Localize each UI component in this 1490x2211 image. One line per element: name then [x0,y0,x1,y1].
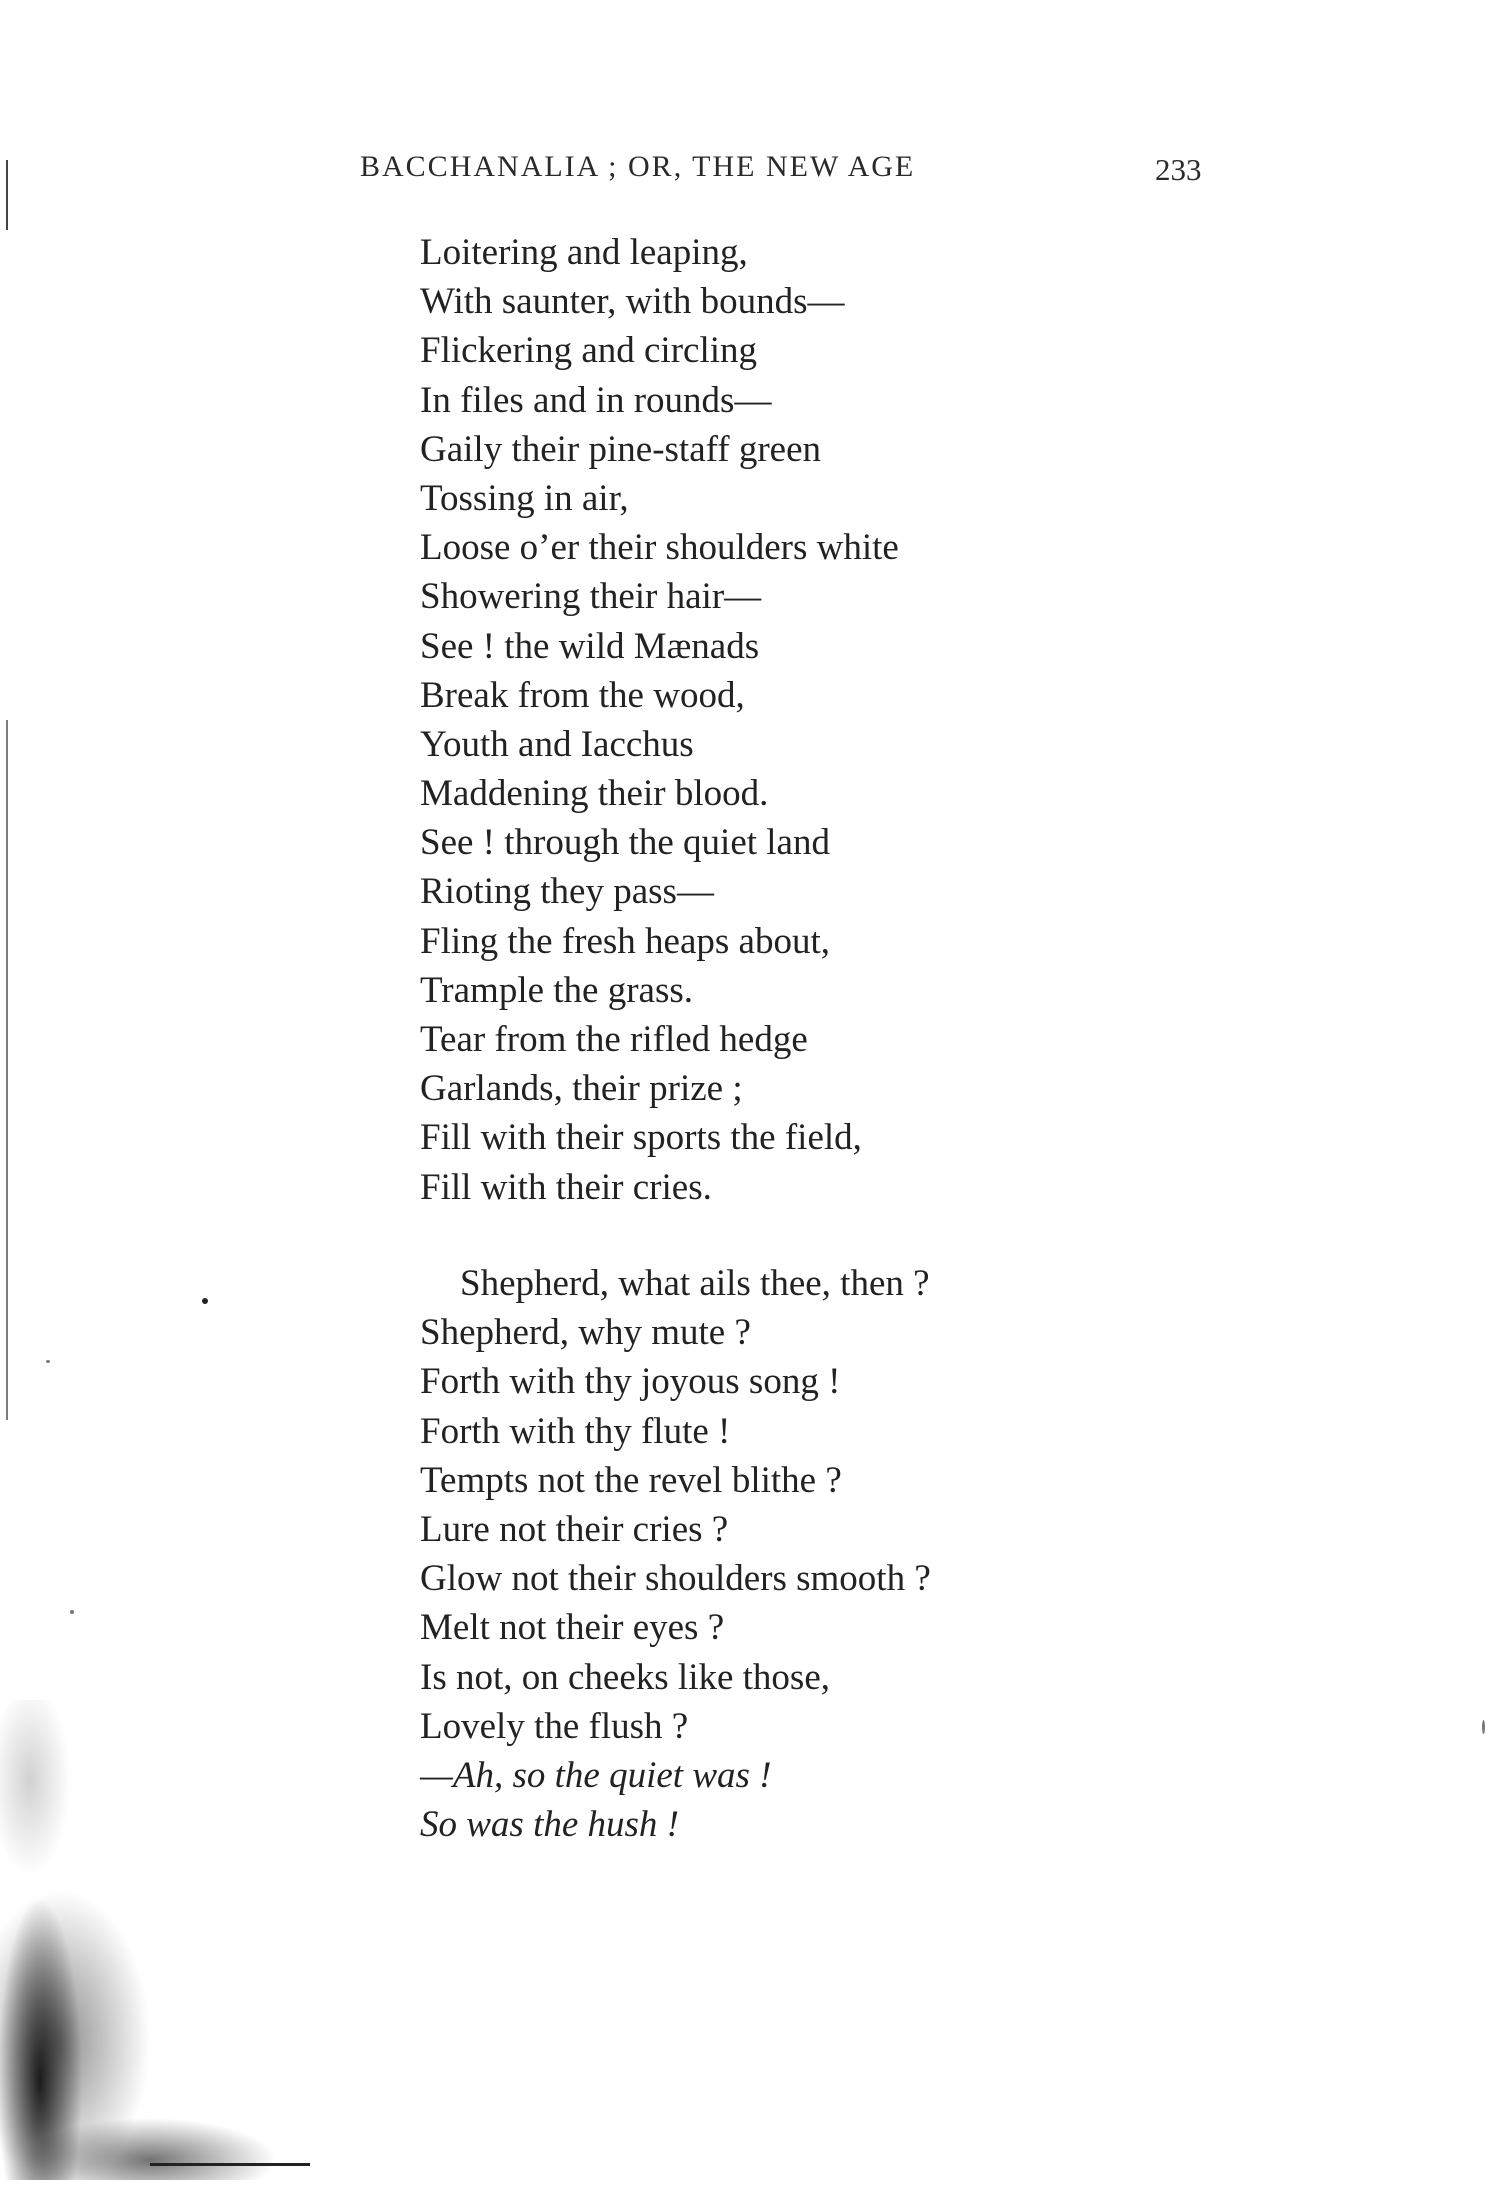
verse-line: With saunter, with bounds— [420,281,845,323]
scan-edge-mark [6,720,8,1420]
verse-line: Rioting they pass— [420,871,714,913]
verse-line: Shepherd, why mute ? [420,1312,751,1354]
verse-line: Tempts not the revel blithe ? [420,1459,842,1501]
verse-line: Fill with their sports the field, [420,1117,862,1159]
verse-line: Break from the wood, [420,674,745,716]
verse-line-indented: Shepherd, what ails thee, then ? [460,1263,930,1304]
verse-line: Melt not their eyes ? [420,1607,725,1649]
verse-line: Glow not their shoulders smooth ? [420,1558,931,1600]
verse-line: In files and in rounds— [420,379,772,421]
scan-edge-rule [150,2163,310,2166]
page-number: 233 [1155,152,1202,187]
stanza-2 [420,1259,931,1849]
verse-line: Maddening their blood. [420,773,769,815]
running-head: BACCHANALIA ; OR, THE NEW AGE [360,150,916,183]
scan-speck [1482,1720,1485,1734]
verse-line: Tossing in air, [420,477,629,519]
verse-line: Flickering and circling [420,330,758,372]
verse-line: Trample the grass. [420,969,694,1011]
verse-line: Lure not their cries ? [420,1508,729,1550]
verse-line: Garlands, their prize ; [420,1068,743,1110]
scan-speck [70,1610,74,1614]
scan-speck [46,1360,50,1363]
verse-line: Fill with their cries. [420,1166,712,1208]
verse-line: Loitering and leaping, [420,232,748,273]
verse-line: Is not, on cheeks like those, [420,1656,830,1698]
verse-line: Forth with thy flute ! [420,1410,731,1452]
verse-line: See ! the wild Mænads [420,625,760,667]
verse-line: Showering their hair— [420,576,762,618]
verse-line-italic: So was the hush ! [420,1804,679,1846]
verse-line-italic: —Ah, so the quiet was ! [420,1754,772,1796]
stanza-1 [420,228,899,1212]
scan-edge-mark [6,160,8,230]
verse-line: Gaily their pine-staff green [420,428,822,470]
verse-line: Tear from the rifled hedge [420,1019,808,1060]
verse-line: Fling the fresh heaps about, [420,920,830,962]
verse-line: See ! through the quiet land [420,822,830,864]
verse-line: Forth with thy joyous song ! [420,1361,841,1403]
verse-line: Lovely the flush ? [420,1705,689,1747]
verse-line: Youth and Iacchus [420,723,694,765]
verse-line: Loose o’er their shoulders white [420,527,899,569]
scan-smudge [0,1700,320,2180]
scan-speck [202,1298,208,1304]
